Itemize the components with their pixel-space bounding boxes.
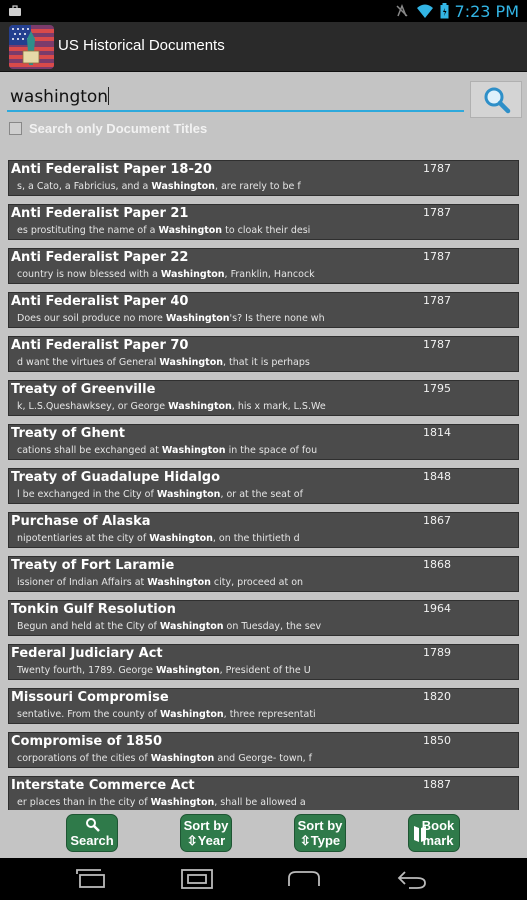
keyword-highlight: Washington: [160, 709, 224, 720]
result-year: 1964: [423, 602, 451, 615]
result-row[interactable]: [8, 336, 519, 372]
result-title: Treaty of Guadalupe Hidalgo: [11, 470, 221, 485]
result-year: 1787: [423, 162, 451, 175]
result-row[interactable]: [8, 424, 519, 460]
search-tab-label: Search: [70, 833, 114, 848]
sort-type-line1: Sort by: [297, 818, 343, 833]
app-title: US Historical Documents: [58, 37, 225, 54]
result-title: Tonkin Gulf Resolution: [11, 602, 176, 617]
result-title: Purchase of Alaska: [11, 514, 151, 529]
wifi-icon: [416, 3, 434, 19]
result-row[interactable]: [8, 600, 519, 636]
result-snippet: Begun and held at the City of Washington on Tuesday, the sev: [17, 621, 322, 632]
keyword-highlight: Washington: [159, 621, 224, 632]
results-list[interactable]: [0, 152, 527, 810]
result-title: Treaty of Fort Laramie: [11, 558, 175, 573]
sort-type-line2: ⇳Type: [299, 833, 341, 848]
result-title: Anti Federalist Paper 21: [11, 206, 189, 221]
result-title: Missouri Compromise: [11, 690, 169, 705]
keyword-highlight: Washington: [159, 357, 224, 368]
bookmark-line1: Book: [421, 818, 455, 833]
result-year: 1787: [423, 294, 451, 307]
screen-compat-icon[interactable]: [181, 868, 213, 890]
bookmark-line2: mark: [422, 833, 454, 848]
search-input[interactable]: [7, 84, 464, 112]
result-row[interactable]: [8, 688, 519, 724]
result-title: Anti Federalist Paper 22: [11, 250, 189, 265]
no-signal-icon: [394, 3, 410, 19]
text-cursor: [108, 87, 109, 105]
result-year: 1868: [423, 558, 451, 571]
search-tab-button[interactable]: [66, 814, 118, 852]
keyword-highlight: Washington: [155, 665, 220, 676]
result-title: Anti Federalist Paper 70: [11, 338, 189, 353]
result-year: 1887: [423, 778, 451, 791]
keyword-highlight: Washington: [165, 313, 230, 324]
result-snippet: issioner of Indian Affairs at Washington city, proceed at on: [17, 577, 304, 588]
search-button[interactable]: [470, 81, 522, 118]
result-row[interactable]: [8, 160, 519, 196]
result-title: Treaty of Greenville: [11, 382, 156, 397]
sort-arrow-icon: ⇳: [299, 833, 311, 848]
result-snippet: k, L.S.Queshawksey, or George Washington, his x mark, L.S.We: [17, 401, 326, 412]
magnifier-icon: [482, 85, 512, 115]
result-year: 1787: [423, 250, 451, 263]
result-year: 1867: [423, 514, 451, 527]
result-snippet: er places than in the city of Washington, shall be allowed a: [17, 797, 306, 808]
result-row[interactable]: [8, 512, 519, 548]
keyword-highlight: Washington: [160, 269, 225, 280]
bookmark-button[interactable]: [408, 814, 460, 852]
result-snippet: s, a Cato, a Fabricius, and a Washington, are rarely to be f: [17, 181, 301, 192]
result-snippet: Does our soil produce no more Washington's? Is there none wh: [17, 313, 325, 324]
status-bar: [0, 0, 527, 22]
result-row[interactable]: [8, 556, 519, 592]
result-title: Interstate Commerce Act: [11, 778, 195, 793]
result-year: 1787: [423, 338, 451, 351]
result-snippet: d want the virtues of General Washington, that it is perhaps: [17, 357, 310, 368]
result-title: Federal Judiciary Act: [11, 646, 163, 661]
result-snippet: cations shall be exchanged at Washington in the space of fou: [17, 445, 318, 456]
keyword-highlight: Washington: [150, 753, 215, 764]
keyword-highlight: Washington: [158, 225, 223, 236]
result-year: 1814: [423, 426, 451, 439]
action-bar: [0, 22, 527, 72]
result-snippet: nipotentiaries at the city of Washington, on the thirtieth d: [17, 533, 300, 544]
result-row[interactable]: [8, 776, 519, 810]
titles-only-checkbox[interactable]: [9, 122, 22, 135]
result-year: 1848: [423, 470, 451, 483]
keyword-highlight: Washington: [149, 533, 213, 544]
result-year: 1820: [423, 690, 451, 703]
result-row[interactable]: [8, 732, 519, 768]
result-title: Anti Federalist Paper 18-20: [11, 162, 212, 177]
result-title: Compromise of 1850: [11, 734, 163, 749]
titles-only-label: Search only Document Titles: [29, 121, 208, 136]
result-row[interactable]: [8, 644, 519, 680]
result-title: Anti Federalist Paper 40: [11, 294, 189, 309]
sort-arrow-icon: ⇳: [186, 833, 198, 848]
sort-year-line1: Sort by: [183, 818, 229, 833]
keyword-highlight: Washington: [147, 577, 211, 588]
search-input-text: washington: [10, 87, 109, 107]
search-area: [0, 72, 527, 152]
result-snippet: corporations of the cities of Washington and George- town, f: [17, 753, 313, 764]
keyword-highlight: Washington: [150, 797, 215, 808]
result-row[interactable]: [8, 292, 519, 328]
sort-by-type-button[interactable]: [294, 814, 346, 852]
battery-icon: [440, 3, 449, 19]
result-row[interactable]: [8, 248, 519, 284]
recent-apps-icon[interactable]: [74, 868, 108, 890]
keyword-highlight: Washington: [161, 445, 226, 456]
home-icon[interactable]: [286, 868, 322, 890]
result-snippet: country is now blessed with a Washington, Franklin, Hancock: [17, 269, 315, 280]
navigation-bar: [0, 858, 527, 900]
result-year: 1789: [423, 646, 451, 659]
keyword-highlight: Washington: [156, 489, 221, 500]
result-snippet: l be exchanged in the City of Washington, or at the seat of: [17, 489, 303, 500]
result-year: 1850: [423, 734, 451, 747]
result-snippet: Twenty fourth, 1789. George Washington, President of the U: [17, 665, 311, 676]
sort-year-line2: ⇳Year: [186, 833, 226, 848]
app-logo-icon[interactable]: [9, 25, 54, 69]
clock: 7:23 PM: [454, 1, 519, 21]
result-row[interactable]: [8, 204, 519, 240]
result-year: 1795: [423, 382, 451, 395]
result-row[interactable]: [8, 468, 519, 504]
briefcase-notification-icon: [8, 4, 22, 18]
back-icon[interactable]: [395, 868, 429, 890]
keyword-highlight: Washington: [151, 181, 215, 192]
result-title: Treaty of Ghent: [11, 426, 125, 441]
result-snippet: sentative. From the county of Washington, three representati: [17, 709, 316, 720]
keyword-highlight: Washington: [168, 401, 232, 412]
result-year: 1787: [423, 206, 451, 219]
sort-by-year-button[interactable]: [180, 814, 232, 852]
result-snippet: es prostituting the name of a Washington to cloak their desi: [17, 225, 311, 236]
result-row[interactable]: [8, 380, 519, 416]
bottom-toolbar: [0, 810, 527, 858]
